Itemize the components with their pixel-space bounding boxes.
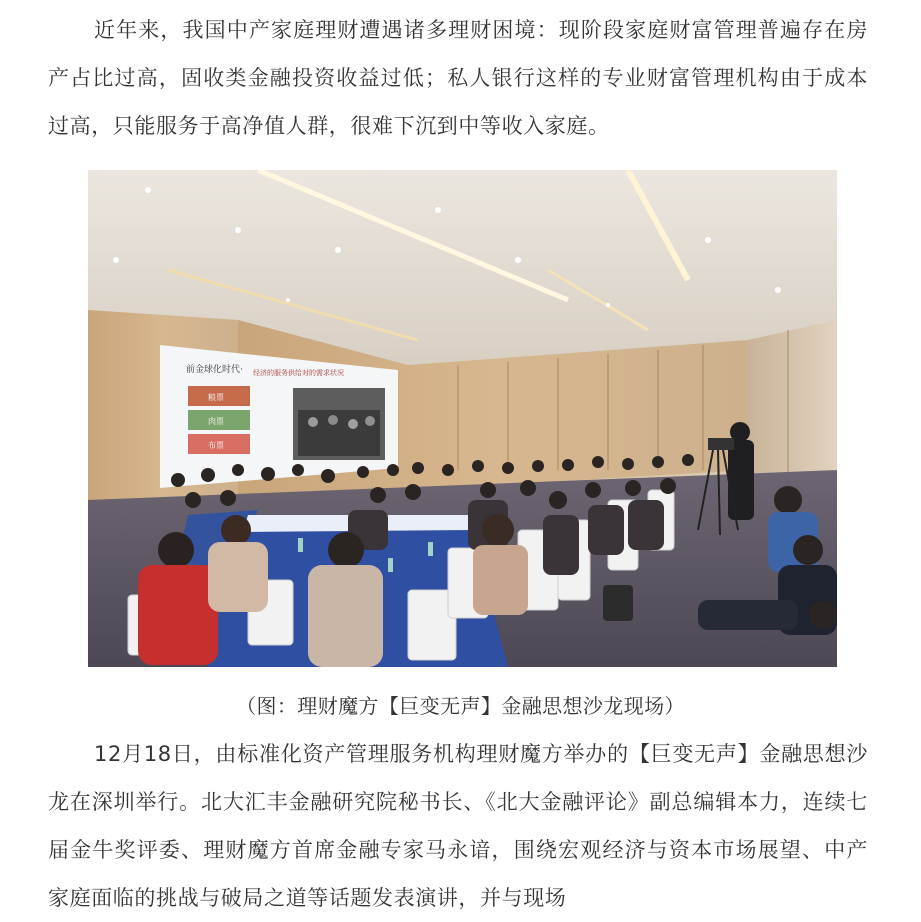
paragraph-intro: 近年来，我国中产家庭理财遭遇诸多理财困境：现阶段家庭财富管理普遍存在房产占比过高，固收类金融投资收益过低；私人银行这样的专业财富管理机构由于成本过高，只能服务于高净值人群，很难下沉到中等收入家庭。: [48, 18, 868, 138]
ticket-label-1: 粮票: [208, 393, 224, 402]
paragraph-event: 12月18日，由标准化资产管理服务机构理财魔方举办的【巨变无声】金融思想沙龙在深圳举行。北大汇丰金融研究院秘书长、《北大金融评论》副总编辑本力，连续七届金牛奖评委、理财魔方首席金融专家马永谙，围绕宏观经济与资本市场展望、中产家庭面临的挑战与破局之道等话题发表演讲，并与现场: [48, 742, 868, 910]
ticket-label-3: 布票: [208, 441, 224, 450]
event-photo: [88, 170, 837, 667]
screen-subtitle: 经济的服务供给对的需求状况: [253, 369, 344, 377]
ticket-label-2: 肉票: [208, 417, 224, 426]
photo-caption: （图：理财魔方【巨变无声】金融思想沙龙现场）: [236, 694, 685, 718]
screen-title: 前金球化时代·: [186, 365, 243, 375]
